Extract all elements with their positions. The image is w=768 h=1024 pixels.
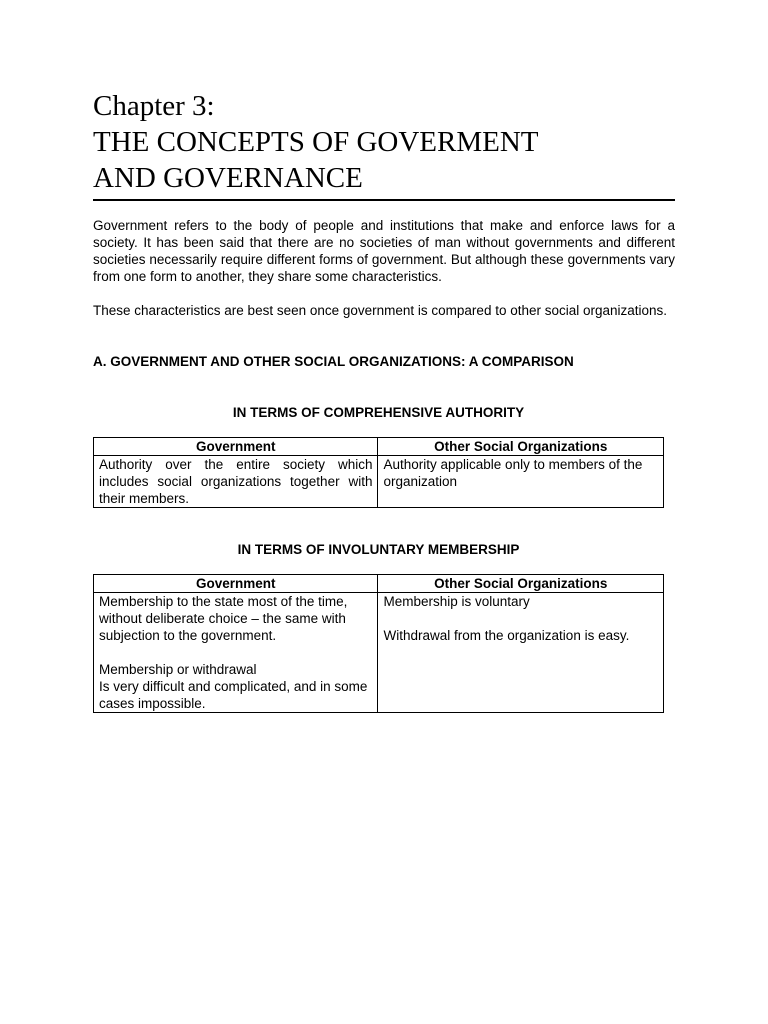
table-row (94, 593, 664, 713)
column-header-government: Government (94, 438, 378, 456)
authority-comparison-table (93, 437, 664, 508)
other-membership-text-2: Withdrawal from the organization is easy. (383, 628, 630, 643)
other-membership-cell (378, 593, 664, 713)
government-membership-cell (94, 593, 378, 713)
table-row (94, 456, 664, 508)
other-authority-cell: Authority applicable only to members of the organization (378, 456, 664, 508)
chapter-title (93, 124, 675, 201)
intro-paragraph-1: Government refers to the body of people and institutions that make and enforce laws for a society. It has been said that there are no societies of man without governments and different societies necessarily require different forms of government. But although these governments vary from one form to another, they share some characteristics. (93, 218, 675, 284)
government-membership-text-2: Membership or withdrawal (99, 662, 257, 677)
government-membership-text-1: Membership to the state most of the time, without deliberate choice – the same with subjection to the government. (99, 594, 348, 643)
authority-table-caption: IN TERMS OF COMPREHENSIVE AUTHORITY (232, 405, 525, 420)
document-page (93, 88, 675, 713)
chapter-title-line-2: AND GOVERNANCE (93, 162, 363, 194)
column-header-other-organizations: Other Social Organizations (378, 438, 664, 456)
table-header-row (94, 575, 664, 593)
section-a-heading: A. GOVERNMENT AND OTHER SOCIAL ORGANIZATIONS: A COMPARISON (93, 354, 574, 369)
table-header-row (94, 438, 664, 456)
government-authority-cell: Authority over the entire society which includes social organizations together with their members. (94, 456, 378, 508)
other-membership-text-1: Membership is voluntary (383, 594, 530, 609)
column-header-government: Government (94, 575, 378, 593)
intro-paragraph-2: These characteristics are best seen once government is compared to other social organizations. (93, 303, 668, 318)
membership-comparison-table (93, 574, 664, 713)
column-header-other-organizations: Other Social Organizations (378, 575, 664, 593)
chapter-label: Chapter 3: (93, 90, 215, 122)
government-membership-text-3: Is very difficult and complicated, and in some cases impossible. (99, 679, 368, 711)
membership-table-caption: IN TERMS OF INVOLUNTARY MEMBERSHIP (237, 542, 520, 557)
chapter-title-line-1: THE CONCEPTS OF GOVERMENT (93, 126, 539, 158)
